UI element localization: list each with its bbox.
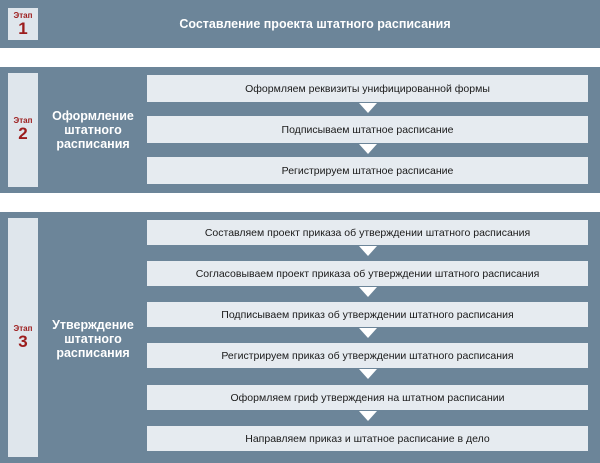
stage-3-step-4: Регистрируем приказ об утверждении штатного расписания — [147, 343, 588, 368]
stage-2-title: Оформление штатного расписания — [52, 109, 134, 151]
stage-number: 3 — [18, 332, 28, 351]
stage-3-title: Утверждение штатного расписания — [52, 318, 134, 360]
arrow-down-icon — [359, 411, 377, 421]
stage-2-step-2: Подписываем штатное расписание — [147, 116, 588, 143]
arrow-down-icon — [359, 369, 377, 379]
stage-1-panel — [0, 0, 600, 48]
stage-3-step-6: Направляем приказ и штатное расписание в дело — [147, 426, 588, 451]
stage-label: Этап — [13, 324, 33, 333]
stage-label: Этап — [13, 116, 33, 125]
stage-3-step-5: Оформляем гриф утверждения на штатном расписании — [147, 385, 588, 410]
stage-label: Этап — [13, 11, 33, 20]
stage-2-badge — [8, 73, 38, 187]
stage-2-step-3: Регистрируем штатное расписание — [147, 157, 588, 184]
stage-number: 2 — [18, 124, 28, 143]
arrow-down-icon — [359, 246, 377, 256]
stage-3-step-3: Подписываем приказ об утверждении штатного расписания — [147, 302, 588, 327]
arrow-down-icon — [359, 144, 377, 154]
stage-2-step-1: Оформляем реквизиты унифицированной формы — [147, 75, 588, 102]
stage-3-step-2: Согласовываем проект приказа об утверждении штатного расписания — [147, 261, 588, 286]
stage-number: 1 — [18, 19, 28, 38]
stage-1-title: Составление проекта штатного расписания — [179, 17, 451, 31]
stage-2-panel — [0, 67, 600, 193]
stage-3-panel — [0, 212, 600, 463]
stage-1-badge — [8, 8, 38, 40]
arrow-down-icon — [359, 328, 377, 338]
arrow-down-icon — [359, 287, 377, 297]
stage-3-step-1: Составляем проект приказа об утверждении штатного расписания — [147, 220, 588, 245]
arrow-down-icon — [359, 103, 377, 113]
stage-3-badge — [8, 218, 38, 457]
